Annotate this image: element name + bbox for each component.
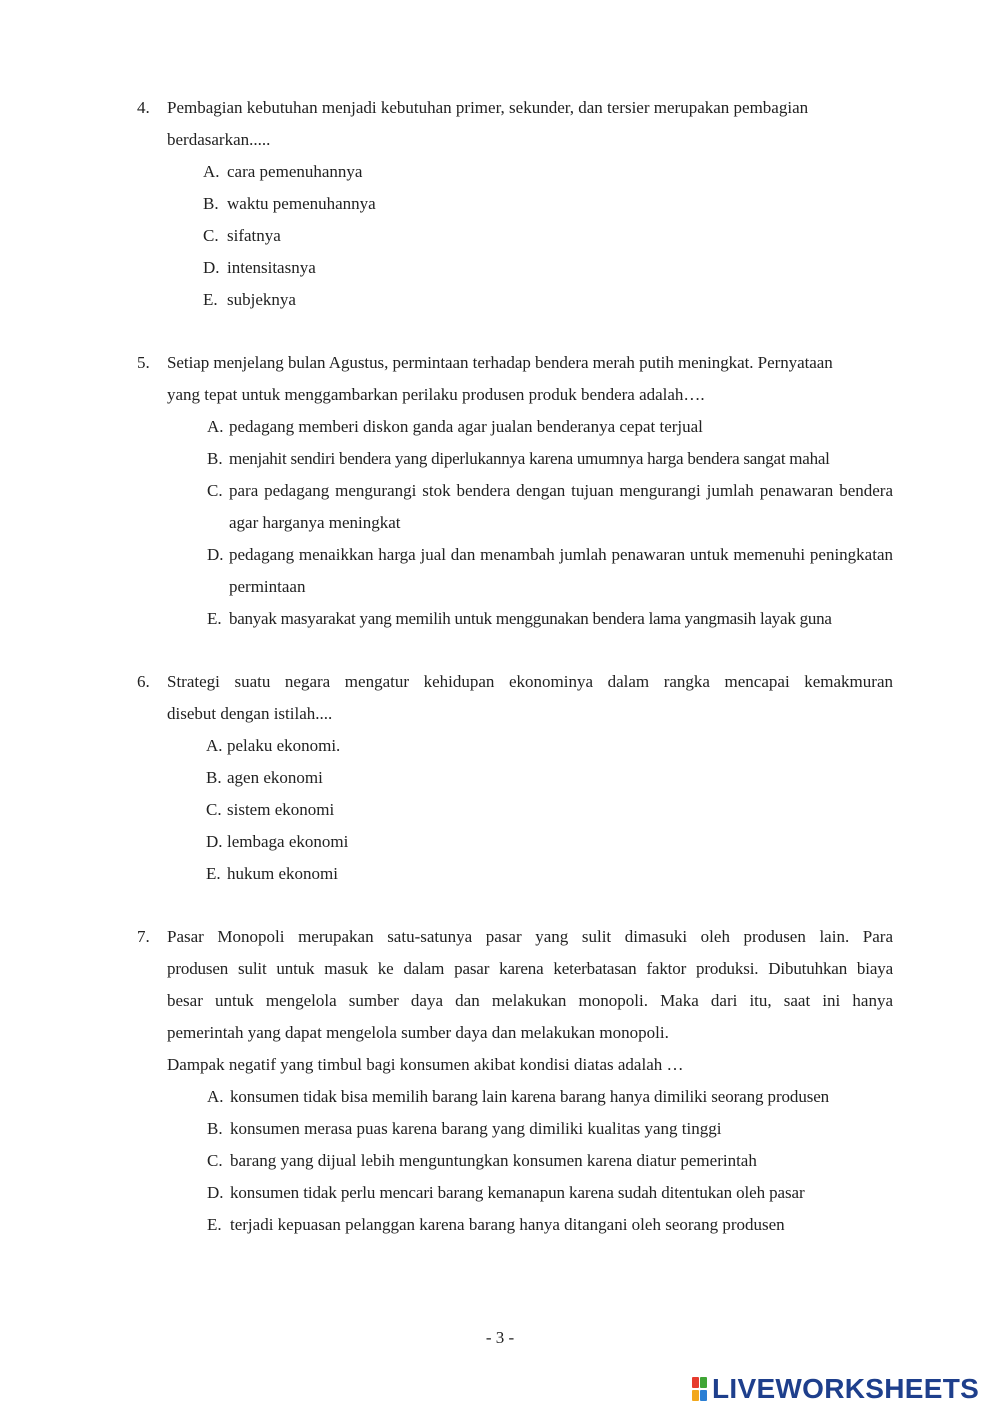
option-text: sifatnya (227, 226, 281, 245)
option-letter: E. (207, 1215, 222, 1234)
option-letter: C. (203, 226, 219, 245)
question-number: 7. (137, 927, 150, 946)
option-text: sistem ekonomi (227, 800, 335, 819)
tile-icon (700, 1390, 707, 1401)
option-text: intensitasnya (227, 258, 316, 277)
page-number: - 3 - (485, 1328, 515, 1347)
option-letter: A. (206, 736, 223, 755)
option-letter: B. (207, 1119, 223, 1138)
option-letter: A. (203, 162, 220, 181)
question-number: 6. (137, 672, 150, 691)
option-text: konsumen merasa puas karena barang yang dimiliki kualitas yang tinggi (230, 1119, 722, 1138)
question-stem-line: Strategi suatu negara mengatur kehidupan ekonominya dalam rangka mencapai kemakmuran (167, 672, 893, 691)
option-text: hukum ekonomi (227, 864, 338, 883)
tile-icon (692, 1377, 699, 1388)
liveworksheets-logo[interactable] (692, 1374, 992, 1404)
option-text: barang yang dijual lebih menguntungkan konsumen karena diatur pemerintah (230, 1151, 757, 1170)
option-letter: B. (206, 768, 222, 787)
question-number: 4. (137, 98, 150, 117)
option-letter: E. (203, 290, 218, 309)
option-text: waktu pemenuhannya (227, 194, 376, 213)
question-stem-line: besar untuk mengelola sumber daya dan melakukan monopoli. Maka dari itu, saat ini hanya (167, 991, 893, 1010)
option-text: menjahit sendiri bendera yang diperlukannya karena umumnya harga bendera sangat mahal (229, 449, 830, 468)
question-stem-line: pemerintah yang dapat mengelola sumber daya dan melakukan monopoli. (167, 1023, 669, 1042)
tile-icon (692, 1390, 699, 1401)
option-letter: C. (207, 1151, 223, 1170)
option-text: pelaku ekonomi. (227, 736, 341, 755)
question-stem-line: Pasar Monopoli merupakan satu-satunya pasar yang sulit dimasuki oleh produsen lain. Para (167, 927, 893, 946)
option-text: terjadi kepuasan pelanggan karena barang hanya ditangani oleh seorang produsen (230, 1215, 785, 1234)
question-stem-line: Pembagian kebutuhan menjadi kebutuhan primer, sekunder, dan tersier merupakan pembagian (167, 98, 809, 117)
option-letter: D. (203, 258, 220, 277)
question-stem-line: disebut dengan istilah.... (167, 704, 333, 723)
option-letter: E. (207, 609, 222, 628)
option-text: cara pemenuhannya (227, 162, 363, 181)
option-letter: D. (207, 1183, 224, 1202)
question-number: 5. (137, 353, 150, 372)
brand-name: LIVEWORKSHEETS (712, 1373, 980, 1404)
option-letter: C. (206, 800, 222, 819)
option-letter: B. (203, 194, 219, 213)
option-text: para pedagang mengurangi stok bendera dengan tujuan mengurangi jumlah penawaran bendera agar harganya meningkat (229, 481, 893, 532)
option-letter: E. (206, 864, 221, 883)
option-text: konsumen tidak perlu mencari barang kemanapun karena sudah ditentukan oleh pasar (230, 1183, 805, 1202)
option-text: banyak masyarakat yang memilih untuk menggunakan bendera lama yangmasih layak guna (229, 609, 832, 628)
option-letter: D. (206, 832, 223, 851)
option-letter: D. (207, 545, 224, 564)
option-letter: B. (207, 449, 223, 468)
question-stem-line: Dampak negatif yang timbul bagi konsumen akibat kondisi diatas adalah … (167, 1055, 684, 1074)
tile-icon (700, 1377, 707, 1388)
option-text: konsumen tidak bisa memilih barang lain karena barang hanya dimiliki seorang produsen (230, 1087, 830, 1106)
option-text: subjeknya (227, 290, 296, 309)
option-text: lembaga ekonomi (227, 832, 349, 851)
option-letter: C. (207, 481, 223, 500)
tiles-icon (692, 1377, 708, 1401)
question-stem-line: yang tepat untuk menggambarkan perilaku produsen produk bendera adalah…. (167, 385, 705, 404)
question-stem-line: produsen sulit untuk masuk ke dalam pasar karena keterbatasan faktor produksi. Dibutuhkan biaya (167, 959, 893, 978)
option-text: pedagang menaikkan harga jual dan menambah jumlah penawaran untuk memenuhi peningkatan permintaan (229, 545, 893, 596)
option-letter: A. (207, 1087, 224, 1106)
question-stem-line: berdasarkan..... (167, 130, 271, 149)
option-text: agen ekonomi (227, 768, 323, 787)
option-text: pedagang memberi diskon ganda agar jualan benderanya cepat terjual (229, 417, 703, 436)
option-letter: A. (207, 417, 224, 436)
question-stem-line: Setiap menjelang bulan Agustus, permintaan terhadap bendera merah putih meningkat. Pernyataan (167, 353, 833, 372)
